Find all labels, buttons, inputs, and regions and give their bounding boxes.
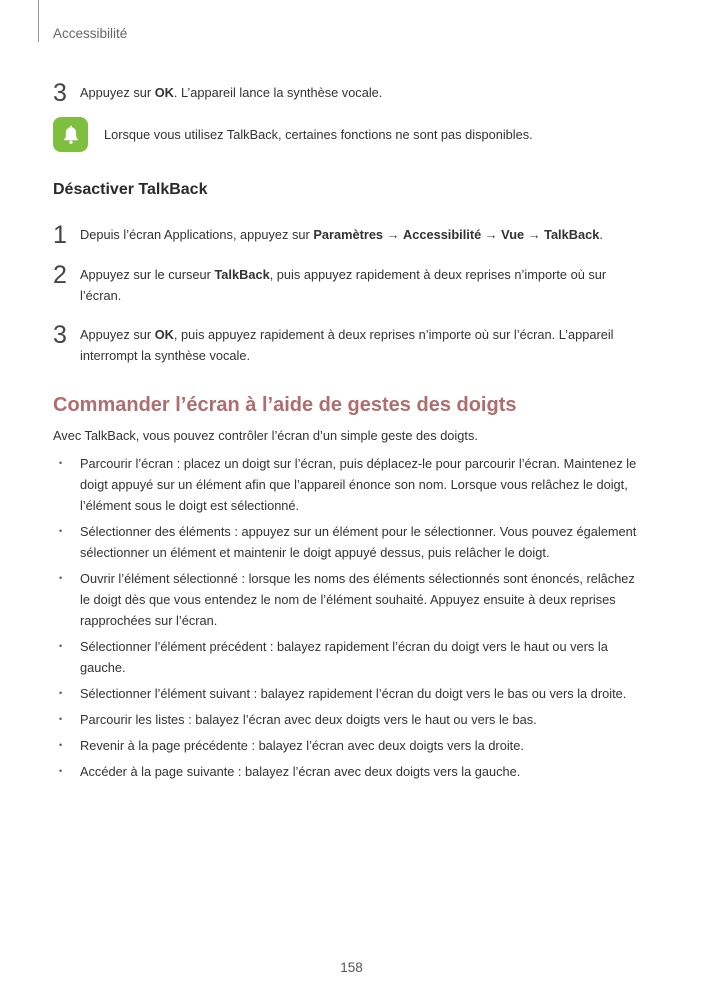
step-text: Appuyez sur OK, puis appuyez rapidement à deux reprises n’importe où sur l’écran. L’appareil interrompt la synthèse vocale. xyxy=(80,327,614,363)
step-number: 1 xyxy=(53,221,67,249)
page-number: 158 xyxy=(340,960,363,975)
gestures-section-title: Commander l’écran à l’aide de gestes des doigts xyxy=(53,394,517,416)
list-item: • Revenir à la page précédente : balayez l’écran avec deux doigts vers la droite. xyxy=(53,735,648,756)
header-section-title: Accessibilité xyxy=(53,26,128,41)
list-item: • Parcourir l’écran : placez un doigt sur l’écran, puis déplacez-le pour parcourir l’écran. Maintenez le doigt appuyé sur un élément afin que l’appareil énonce son nom. Lorsque vous relâchez le doigt, l’élément sous le doigt est sélectionné. xyxy=(53,453,648,516)
step-text: Appuyez sur le curseur TalkBack, puis appuyez rapidement à deux reprises n’importe où sur l’écran. xyxy=(80,267,607,303)
step-number: 3 xyxy=(53,79,67,107)
note-text: Lorsque vous utilisez TalkBack, certaines fonctions ne sont pas disponibles. xyxy=(104,127,533,142)
step-number: 2 xyxy=(53,261,67,289)
gestures-intro: Avec TalkBack, vous pouvez contrôler l’écran d’un simple geste des doigts. xyxy=(53,428,478,443)
step-3-ok xyxy=(53,79,648,107)
note-callout xyxy=(53,117,648,152)
step-text: Appuyez sur OK. L’appareil lance la synthèse vocale. xyxy=(80,85,383,100)
list-item: • Ouvrir l’élément sélectionné : lorsque les noms des éléments sélectionnés sont énoncés, relâchez le doigt dès que vous entendez le nom de l’élément souhaité. Appuyez ensuite à deux reprises rapprochées sur l’écran. xyxy=(53,568,648,631)
list-item: • Sélectionner des éléments : appuyez sur un élément pour le sélectionner. Vous pouvez également sélectionner un élément et maintenir le doigt appuyé dessus, puis relâcher le doigt. xyxy=(53,521,648,563)
disable-step-2 xyxy=(53,261,648,306)
list-item: • Sélectionner l’élément suivant : balayez rapidement l’écran du doigt vers le bas ou vers la droite. xyxy=(53,683,648,704)
disable-step-3 xyxy=(53,321,648,366)
margin-rule xyxy=(38,0,39,42)
list-item: • Parcourir les listes : balayez l’écran avec deux doigts vers le haut ou vers le bas. xyxy=(53,709,648,730)
disable-step-1 xyxy=(53,221,648,249)
step-text: Depuis l’écran Applications, appuyez sur Paramètres → Accessibilité → Vue → TalkBack. xyxy=(80,227,603,242)
list-item: • Accéder à la page suivante : balayez l’écran avec deux doigts vers la gauche. xyxy=(53,761,648,782)
bell-icon xyxy=(53,117,88,152)
gesture-list xyxy=(53,453,648,787)
disable-talkback-heading: Désactiver TalkBack xyxy=(53,181,208,198)
step-number: 3 xyxy=(53,321,67,349)
list-item: • Sélectionner l’élément précédent : balayez rapidement l’écran du doigt vers le haut ou vers la gauche. xyxy=(53,636,648,678)
